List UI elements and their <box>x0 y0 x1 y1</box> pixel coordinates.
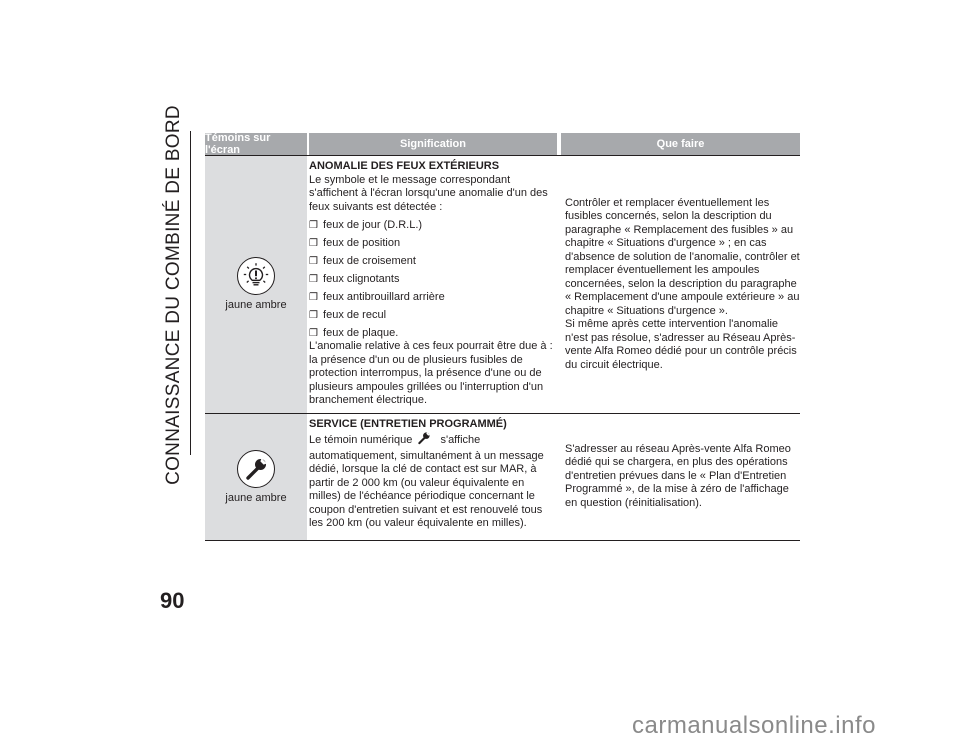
header-meaning: Signification <box>309 133 557 155</box>
table-header <box>205 133 800 156</box>
checkbox-bullet-icon: ❒ <box>309 237 318 249</box>
witness-cell <box>205 156 307 413</box>
checkbox-bullet-icon: ❒ <box>309 327 318 339</box>
row-outro: L'anomalie relative à ces feux pourrait être due à : la présence d'un ou de plusieurs fusibles de protection interrompus, la présence d'une ou de plusieurs ampoules grillées ou l'interruption d'un branchement électrique. <box>309 340 553 406</box>
action-text: Contrôler et remplacer éventuellement les fusibles concernés, selon la description du paragraphe « Remplacement des fusibles » au chapitre « Situations d'urgence » ; en cas d'absence de solution de l'anomalie, contrôler et remplacer éventuellement les ampoules concernées, selon la description du paragraphe « Remplacement d'une ampoule extérieure » au chapitre « Situations d'urgence ». Si même après cette intervention l'anomalie n'est pas résolue, s'adresser au Réseau Après-vente Alfa Romeo dédié pour un contrôle précis du circuit électrique. <box>565 196 800 371</box>
exterior-light-failure-icon <box>237 257 275 295</box>
list-item: ❒ feux clignotants <box>309 272 400 285</box>
header-witness-lights: Témoins sur l'écran <box>205 133 307 155</box>
section-title <box>156 105 192 485</box>
action-cell <box>565 156 800 413</box>
watermark: carmanualsonline.info <box>632 712 876 739</box>
list-item: ❒ feux de jour (D.R.L.) <box>309 218 423 231</box>
checkbox-bullet-icon: ❒ <box>309 219 318 231</box>
list-item: ❒ feux de croisement <box>309 254 416 267</box>
section-title-text: CONNAISSANCE DU COMBINÉ DE BORD <box>163 105 185 485</box>
text-after-icon: s'affiche automatiquement, simultanément à un message dédié, lorsque la clé de contact est sur MAR, à partir de 2 000 km (ou valeur équivalente en milles) de l'échéance périodique concernant le coupon d'entretien suivant et est renouvelé tous les 200 km (ou valeur équivalente en milles). <box>309 434 544 529</box>
checkbox-bullet-icon: ❒ <box>309 273 318 285</box>
meaning-cell <box>309 156 557 413</box>
icon-color-label: jaune ambre <box>225 491 287 504</box>
list-item: ❒ feux de position <box>309 236 401 249</box>
icon-color-label: jaune ambre <box>225 299 287 312</box>
row-body <box>309 431 557 531</box>
list-item: ❒ feux antibrouillard arrière <box>309 290 445 303</box>
action-cell <box>565 414 800 540</box>
wrench-inline-icon <box>417 431 431 450</box>
text-before-icon: Le témoin numérique <box>309 434 413 446</box>
row-title: SERVICE (ENTRETIEN PROGRAMMÉ) <box>309 417 507 430</box>
row-intro: Le symbole et le message correspondant s'affichent à l'écran lorsqu'une anomalie d'un des feux suivants est détectée : <box>309 173 548 213</box>
table-row-exterior-lights <box>205 156 800 414</box>
checkbox-bullet-icon: ❒ <box>309 291 318 303</box>
row-title: ANOMALIE DES FEUX EXTÉRIEURS <box>309 160 500 172</box>
meaning-cell <box>309 414 557 540</box>
page-number: 90 <box>160 588 185 613</box>
list-item: ❒ feux de plaque. <box>309 326 399 339</box>
section-divider <box>190 131 191 455</box>
action-text: S'adresser au réseau Après-vente Alfa Romeo dédié qui se chargera, en plus des opérations d'entretien prévues dans le « Plan d'Entretien Programmé », de la mise à zéro de l'affichage en question (réinitialisation). <box>565 442 791 509</box>
witness-cell <box>205 414 307 540</box>
checkbox-bullet-icon: ❒ <box>309 255 318 267</box>
table-row-service <box>205 414 800 541</box>
warning-lights-table <box>205 133 800 541</box>
list-item: ❒ feux de recul <box>309 308 387 321</box>
checkbox-bullet-icon: ❒ <box>309 309 318 321</box>
wrench-service-icon <box>237 450 275 488</box>
header-what-to-do: Que faire <box>561 133 800 155</box>
